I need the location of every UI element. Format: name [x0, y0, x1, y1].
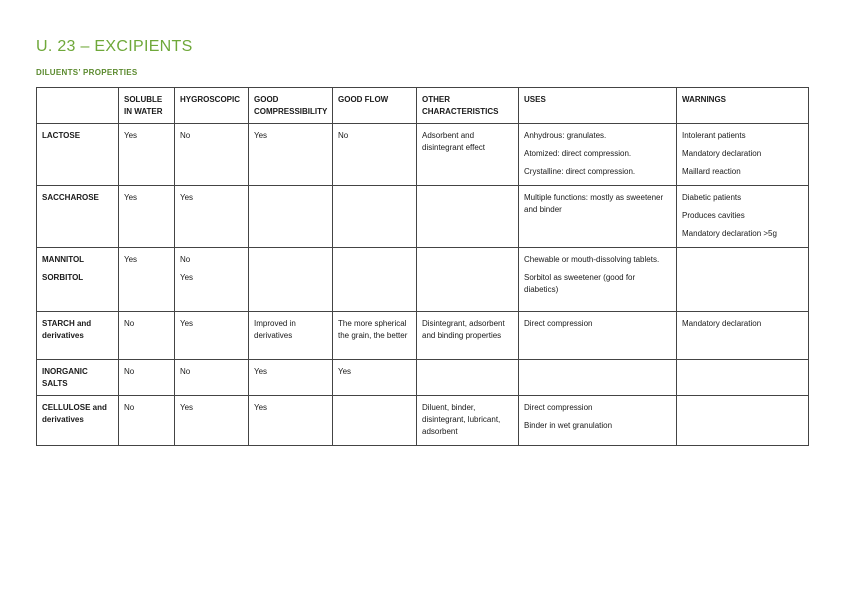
table-cell-other — [417, 186, 519, 248]
table-header-row — [37, 88, 809, 124]
table-row — [37, 396, 809, 446]
column-header: WARNINGS — [677, 88, 809, 124]
table-cell-compressibility — [249, 186, 333, 248]
page-title: U. 23 – EXCIPIENTS — [36, 38, 193, 55]
table-cell-uses — [519, 360, 677, 396]
table-cell-soluble — [119, 396, 175, 446]
table-cell-compressibility — [249, 396, 333, 446]
table-cell-hygroscopic — [175, 396, 249, 446]
table-cell-name — [37, 186, 119, 248]
column-header: SOLUBLE IN WATER — [119, 88, 175, 124]
table-cell-uses — [519, 186, 677, 248]
cell-text: SACCHAROSE — [42, 193, 99, 202]
cell-text: Yes — [180, 193, 194, 202]
table-cell-warnings — [677, 124, 809, 186]
table-cell-name — [37, 360, 119, 396]
table-body — [37, 124, 809, 446]
cell-text: Yes — [338, 367, 352, 376]
table-cell-hygroscopic — [175, 360, 249, 396]
column-header: GOOD FLOW — [333, 88, 417, 124]
table-cell-flow — [333, 248, 417, 312]
cell-text: Yes — [180, 319, 194, 328]
cell-text: No — [180, 367, 191, 376]
cell-text: Maillard reaction — [682, 167, 741, 176]
table-cell-warnings — [677, 186, 809, 248]
column-header — [37, 88, 119, 124]
table-cell-soluble — [119, 248, 175, 312]
table-cell-warnings — [677, 360, 809, 396]
column-header: USES — [519, 88, 677, 124]
cell-text: Intolerant patients — [682, 131, 746, 140]
cell-text: Produces cavities — [682, 211, 745, 220]
table-row — [37, 360, 809, 396]
table-cell-other — [417, 360, 519, 396]
table-cell-flow — [333, 396, 417, 446]
cell-text: Mandatory declaration >5g — [682, 229, 777, 238]
cell-text: LACTOSE — [42, 131, 81, 140]
table-row — [37, 124, 809, 186]
table-cell-other — [417, 248, 519, 312]
table-cell-soluble — [119, 186, 175, 248]
cell-text: Crystalline: direct compression. — [524, 167, 636, 176]
table-cell-other — [417, 124, 519, 186]
table-cell-uses — [519, 124, 677, 186]
cell-text: Sorbitol as sweetener (good for diabetics) — [524, 273, 636, 294]
cell-text: No — [338, 131, 349, 140]
table-cell-warnings — [677, 248, 809, 312]
table-cell-compressibility — [249, 124, 333, 186]
cell-text: SORBITOL — [42, 273, 84, 282]
cell-text: Improved in derivatives — [254, 319, 296, 340]
cell-text: Anhydrous: granulates. — [524, 131, 607, 140]
cell-text: Diluent, binder, disintegrant, lubricant, adsorbent — [422, 403, 501, 436]
cell-text: INORGANIC SALTS — [42, 367, 88, 388]
column-header: GOOD COMPRESSIBILITY — [249, 88, 333, 124]
table-cell-soluble — [119, 312, 175, 360]
cell-text: Yes — [124, 255, 138, 264]
table-cell-name — [37, 124, 119, 186]
cell-text: Adsorbent and disintegrant effect — [422, 131, 486, 152]
column-header: HYGROSCOPIC — [175, 88, 249, 124]
cell-text: Binder in wet granulation — [524, 421, 613, 430]
cell-text: No — [124, 367, 135, 376]
cell-text: Multiple functions: mostly as sweetener and binder — [524, 193, 664, 214]
column-header: OTHER CHARACTERISTICS — [417, 88, 519, 124]
cell-text: Yes — [124, 193, 138, 202]
table-row — [37, 248, 809, 312]
table-cell-warnings — [677, 396, 809, 446]
table-row — [37, 186, 809, 248]
cell-text: Yes — [254, 367, 268, 376]
table-cell-flow — [333, 312, 417, 360]
cell-text: Yes — [180, 403, 194, 412]
table-row — [37, 312, 809, 360]
cell-text: Disintegrant, adsorbent and binding properties — [422, 319, 505, 340]
cell-text: No — [180, 131, 191, 140]
cell-text: Direct compression — [524, 319, 593, 328]
cell-text: Diabetic patients — [682, 193, 742, 202]
table-cell-soluble — [119, 124, 175, 186]
table-cell-uses — [519, 396, 677, 446]
table-cell-other — [417, 312, 519, 360]
table-cell-compressibility — [249, 360, 333, 396]
cell-text: MANNITOL — [42, 255, 85, 264]
table-cell-flow — [333, 360, 417, 396]
cell-text: Yes — [254, 131, 268, 140]
table-cell-name — [37, 312, 119, 360]
cell-text: Direct compression — [524, 403, 593, 412]
table-cell-hygroscopic — [175, 248, 249, 312]
table-cell-hygroscopic — [175, 124, 249, 186]
cell-text: CELLULOSE and derivatives — [42, 403, 107, 424]
cell-text: Mandatory declaration — [682, 319, 762, 328]
cell-text: Yes — [254, 403, 268, 412]
table-cell-flow — [333, 124, 417, 186]
cell-text: Chewable or mouth-dissolving tablets. — [524, 255, 660, 264]
diluents-properties-table — [36, 87, 809, 446]
cell-text: No — [124, 403, 135, 412]
cell-text: STARCH and derivatives — [42, 319, 92, 340]
table-cell-other — [417, 396, 519, 446]
table-cell-compressibility — [249, 248, 333, 312]
cell-text: No — [180, 255, 191, 264]
table-cell-name — [37, 396, 119, 446]
cell-text: Mandatory declaration — [682, 149, 762, 158]
table-cell-compressibility — [249, 312, 333, 360]
table-cell-soluble — [119, 360, 175, 396]
table-cell-warnings — [677, 312, 809, 360]
table-cell-uses — [519, 248, 677, 312]
cell-text: Yes — [124, 131, 138, 140]
table-cell-flow — [333, 186, 417, 248]
table-cell-hygroscopic — [175, 186, 249, 248]
section-subtitle: DILUENTS’ PROPERTIES — [36, 68, 138, 77]
table-cell-hygroscopic — [175, 312, 249, 360]
cell-text: The more spherical the grain, the better — [338, 319, 408, 340]
table-cell-uses — [519, 312, 677, 360]
cell-text: Atomized: direct compression. — [524, 149, 632, 158]
table-cell-name — [37, 248, 119, 312]
cell-text: No — [124, 319, 135, 328]
cell-text: Yes — [180, 273, 194, 282]
